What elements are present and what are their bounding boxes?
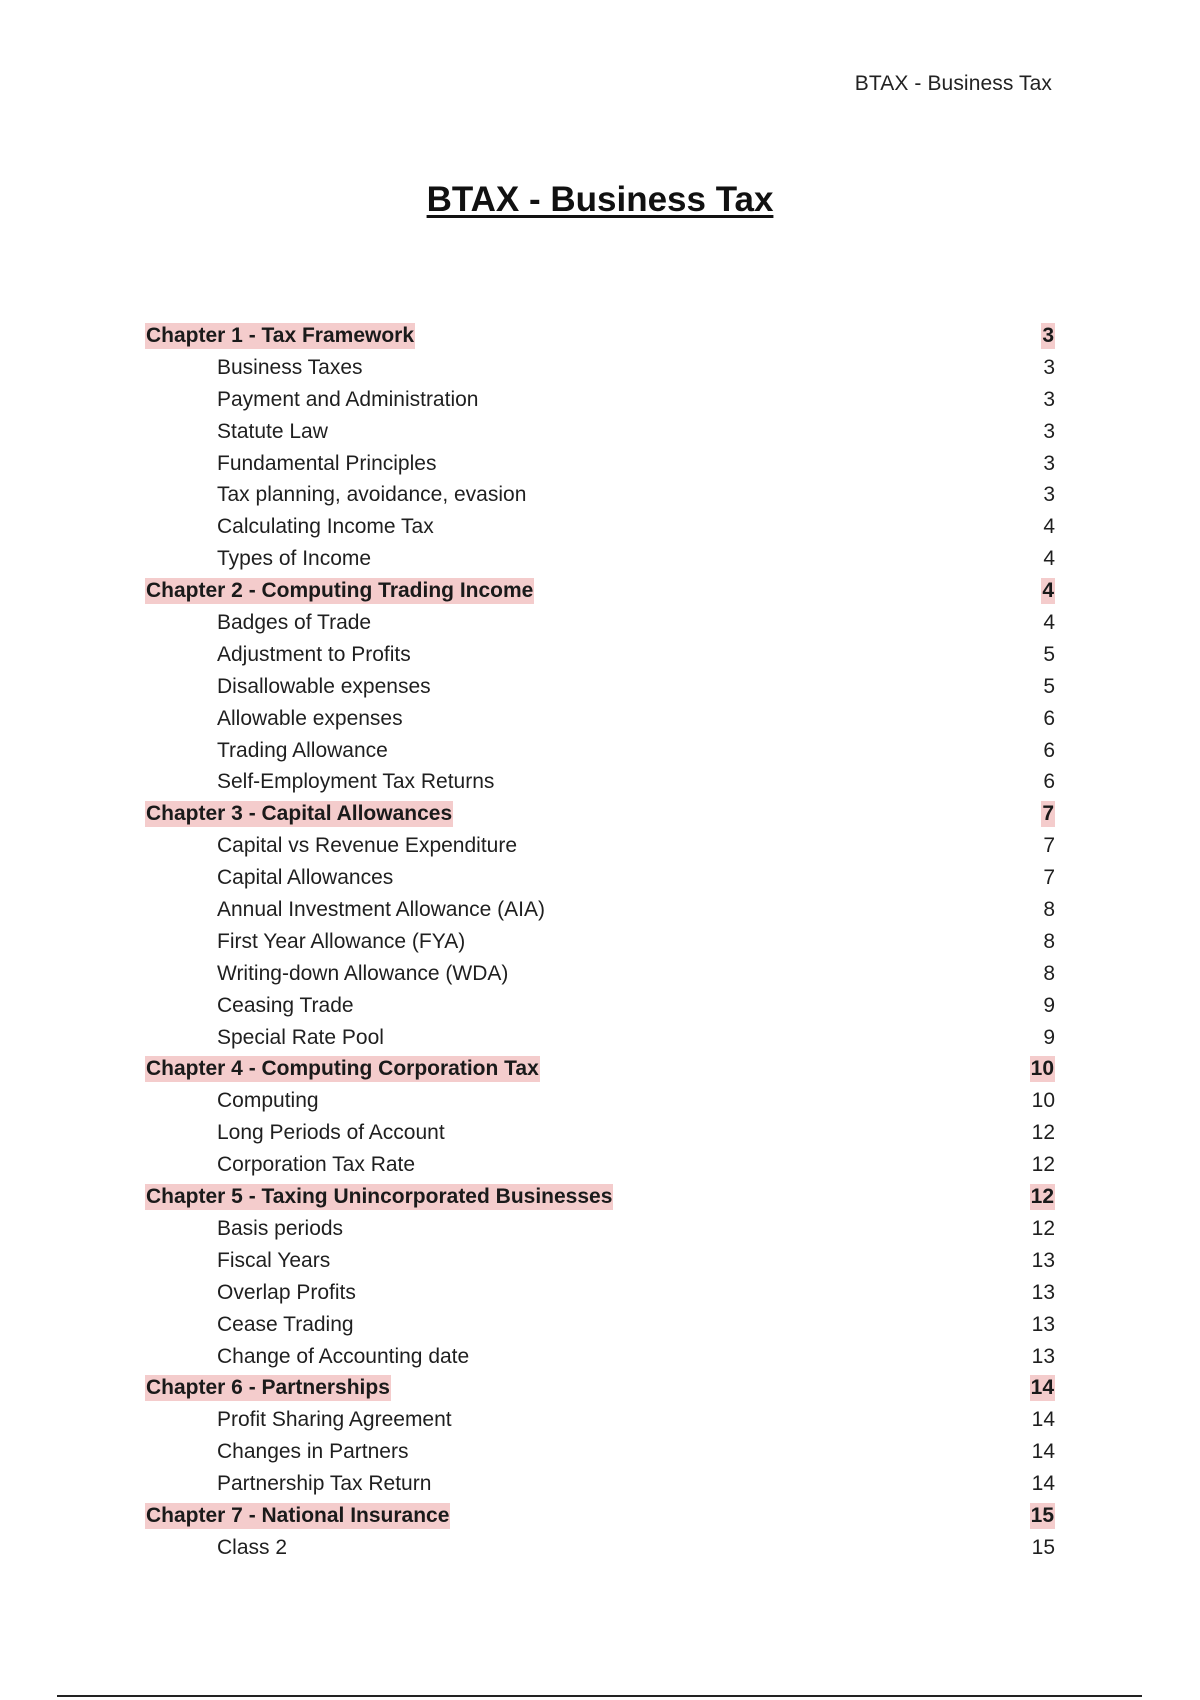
page-number: 8: [1043, 961, 1055, 985]
toc-section-entry[interactable]: [145, 607, 1055, 639]
toc-section-entry[interactable]: [145, 766, 1055, 798]
section-title: Payment and Administration: [217, 387, 479, 411]
toc-section-entry[interactable]: [145, 830, 1055, 862]
page-number: 6: [1043, 770, 1055, 794]
toc-section-entry[interactable]: [145, 416, 1055, 448]
toc-section-entry[interactable]: [145, 1309, 1055, 1341]
toc-section-entry[interactable]: [145, 990, 1055, 1022]
toc-section-entry[interactable]: [145, 1341, 1055, 1373]
section-title: Long Periods of Account: [217, 1121, 445, 1145]
section-title: Fiscal Years: [217, 1248, 331, 1272]
section-title: Corporation Tax Rate: [217, 1153, 416, 1177]
page-number: 4: [1043, 611, 1055, 635]
toc-section-entry[interactable]: [145, 384, 1055, 416]
table-of-contents: [145, 320, 1055, 1564]
chapter-title: Chapter 5 - Taxing Unincorporated Businesses: [146, 1185, 613, 1209]
toc-section-entry[interactable]: [145, 926, 1055, 958]
page-number: 6: [1043, 706, 1055, 730]
toc-chapter-entry[interactable]: [145, 320, 1055, 352]
running-header: BTAX - Business Tax: [854, 72, 1052, 95]
page-number: 6: [1043, 738, 1055, 762]
chapter-title: Chapter 2 - Computing Trading Income: [146, 579, 534, 603]
page-number: 7: [1042, 802, 1054, 826]
section-title: Change of Accounting date: [217, 1344, 470, 1368]
page-number: 15: [1031, 1535, 1055, 1559]
toc-section-entry[interactable]: [145, 479, 1055, 511]
toc-section-entry[interactable]: [145, 1436, 1055, 1468]
footer-divider: [57, 1695, 1142, 1697]
page-number: 5: [1043, 674, 1055, 698]
page-number: 9: [1043, 1025, 1055, 1049]
section-title: Annual Investment Allowance (AIA): [217, 898, 546, 922]
page-number: 8: [1043, 929, 1055, 953]
page-number: 14: [1031, 1440, 1055, 1464]
toc-section-entry[interactable]: [145, 1532, 1055, 1564]
toc-section-entry[interactable]: [145, 1149, 1055, 1181]
toc-section-entry[interactable]: [145, 1245, 1055, 1277]
page-number: 15: [1030, 1503, 1054, 1527]
page-number: 4: [1043, 547, 1055, 571]
toc-section-entry[interactable]: [145, 1468, 1055, 1500]
section-title: Business Taxes: [217, 355, 363, 379]
page-number: 10: [1030, 1057, 1054, 1081]
page-number: 5: [1043, 642, 1055, 666]
toc-section-entry[interactable]: [145, 894, 1055, 926]
chapter-title: Chapter 1 - Tax Framework: [146, 324, 415, 347]
section-title: Fundamental Principles: [217, 451, 437, 475]
page-number: 14: [1031, 1408, 1055, 1432]
section-title: Overlap Profits: [217, 1280, 356, 1304]
section-title: Self-Employment Tax Returns: [217, 770, 495, 794]
chapter-title: Chapter 6 - Partnerships: [146, 1376, 390, 1400]
page-number: 3: [1043, 483, 1055, 507]
page-number: 3: [1043, 387, 1055, 411]
page-number: 4: [1042, 579, 1054, 603]
section-title: Ceasing Trade: [217, 993, 354, 1017]
section-title: Disallowable expenses: [217, 674, 431, 698]
page-number: 13: [1031, 1312, 1055, 1336]
chapter-title: Chapter 3 - Capital Allowances: [146, 802, 453, 826]
section-title: Cease Trading: [217, 1312, 354, 1336]
section-title: Adjustment to Profits: [217, 642, 411, 666]
toc-section-entry[interactable]: [145, 958, 1055, 990]
page-number: 13: [1031, 1344, 1055, 1368]
section-title: Computing: [217, 1089, 319, 1113]
toc-chapter-entry[interactable]: [145, 1500, 1055, 1532]
page-number: 3: [1042, 324, 1054, 347]
page-number: 14: [1030, 1376, 1054, 1400]
chapter-title: Chapter 7 - National Insurance: [146, 1503, 450, 1527]
page-number: 10: [1031, 1089, 1055, 1113]
section-title: First Year Allowance (FYA): [217, 929, 466, 953]
section-title: Calculating Income Tax: [217, 515, 434, 539]
toc-section-entry[interactable]: [145, 703, 1055, 735]
toc-chapter-entry[interactable]: [145, 798, 1055, 830]
page-number: 12: [1030, 1185, 1054, 1209]
page-number: 3: [1043, 419, 1055, 443]
section-title: Basis periods: [217, 1216, 344, 1240]
section-title: Types of Income: [217, 547, 372, 571]
toc-section-entry[interactable]: [145, 1117, 1055, 1149]
section-title: Badges of Trade: [217, 611, 372, 635]
section-title: Allowable expenses: [217, 706, 403, 730]
toc-section-entry[interactable]: [145, 639, 1055, 671]
toc-chapter-entry[interactable]: [145, 575, 1055, 607]
page-number: 7: [1043, 866, 1055, 890]
toc-section-entry[interactable]: [145, 735, 1055, 767]
toc-section-entry[interactable]: [145, 1404, 1055, 1436]
page-number: 7: [1043, 834, 1055, 858]
section-title: Writing-down Allowance (WDA): [217, 961, 509, 985]
page-number: 13: [1031, 1248, 1055, 1272]
page-number: 9: [1043, 993, 1055, 1017]
toc-chapter-entry[interactable]: [145, 1372, 1055, 1404]
chapter-title: Chapter 4 - Computing Corporation Tax: [146, 1057, 539, 1081]
section-title: Special Rate Pool: [217, 1025, 384, 1049]
section-title: Capital vs Revenue Expenditure: [217, 834, 518, 858]
page-number: 12: [1031, 1216, 1055, 1240]
toc-section-entry[interactable]: [145, 448, 1055, 480]
section-title: Tax planning, avoidance, evasion: [217, 483, 527, 507]
toc-section-entry[interactable]: [145, 511, 1055, 543]
page-number: 3: [1043, 355, 1055, 379]
page-number: 3: [1043, 451, 1055, 475]
toc-section-entry[interactable]: [145, 352, 1055, 384]
page-number: 12: [1031, 1121, 1055, 1145]
page-number: 14: [1031, 1472, 1055, 1496]
page-number: 8: [1043, 898, 1055, 922]
toc-section-entry[interactable]: [145, 671, 1055, 703]
page-number: 4: [1043, 515, 1055, 539]
section-title: Partnership Tax Return: [217, 1472, 432, 1496]
toc-section-entry[interactable]: [145, 1277, 1055, 1309]
section-title: Trading Allowance: [217, 738, 388, 762]
toc-section-entry[interactable]: [145, 1213, 1055, 1245]
toc-section-entry[interactable]: [145, 543, 1055, 575]
section-title: Class 2: [217, 1535, 288, 1559]
section-title: Changes in Partners: [217, 1440, 409, 1464]
section-title: Statute Law: [217, 419, 328, 443]
toc-section-entry[interactable]: [145, 1022, 1055, 1054]
section-title: Profit Sharing Agreement: [217, 1408, 452, 1432]
toc-chapter-entry[interactable]: [145, 1053, 1055, 1085]
page-title: BTAX - Business Tax: [426, 180, 774, 219]
toc-section-entry[interactable]: [145, 1085, 1055, 1117]
page-number: 12: [1031, 1153, 1055, 1177]
toc-section-entry[interactable]: [145, 862, 1055, 894]
page-number: 13: [1031, 1280, 1055, 1304]
section-title: Capital Allowances: [217, 866, 394, 890]
toc-chapter-entry[interactable]: [145, 1181, 1055, 1213]
